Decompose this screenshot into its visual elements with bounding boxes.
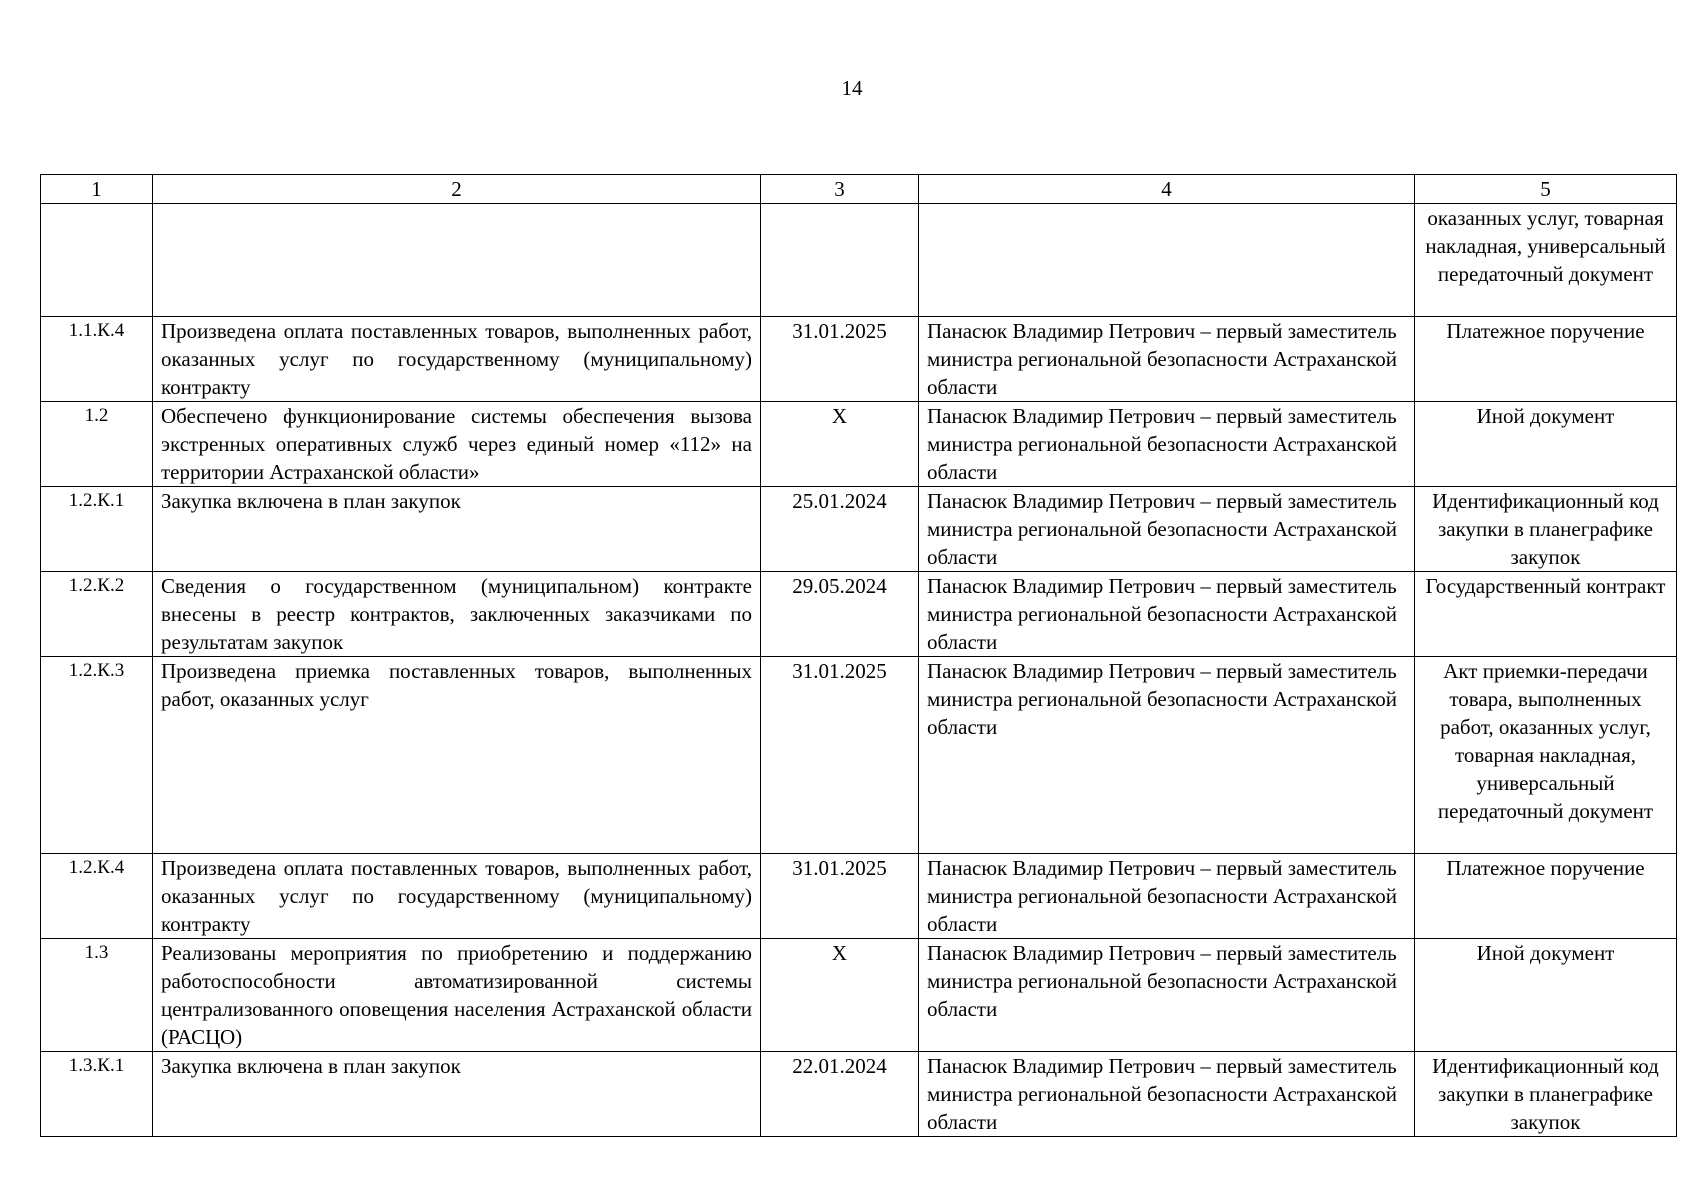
row-responsible: Панасюк Владимир Петрович – первый заместитель министра региональной безопасности Астраханской области xyxy=(919,939,1415,1052)
row-name: Закупка включена в план закупок xyxy=(153,487,761,572)
activities-table xyxy=(40,174,1677,1137)
column-header-document: 5 xyxy=(1415,175,1677,204)
row-document: Платежное поручение xyxy=(1415,854,1677,939)
row-date xyxy=(761,204,919,317)
row-name: Реализованы мероприятия по приобретению и поддержанию работоспособности автоматизированной системы централизованного оповещения населения Астраханской области (РАСЦО) xyxy=(153,939,761,1052)
row-responsible: Панасюк Владимир Петрович – первый заместитель министра региональной безопасности Астраханской области xyxy=(919,657,1415,854)
table-row xyxy=(41,487,1677,572)
row-date: 31.01.2025 xyxy=(761,657,919,854)
row-responsible: Панасюк Владимир Петрович – первый заместитель министра региональной безопасности Астраханской области xyxy=(919,487,1415,572)
row-document: Иной документ xyxy=(1415,402,1677,487)
row-date: 31.01.2025 xyxy=(761,317,919,402)
row-responsible: Панасюк Владимир Петрович – первый заместитель министра региональной безопасности Астраханской области xyxy=(919,402,1415,487)
table-row xyxy=(41,317,1677,402)
row-name: Произведена оплата поставленных товаров, выполненных работ, оказанных услуг по государственному (муниципальному) контракту xyxy=(153,854,761,939)
table-row xyxy=(41,402,1677,487)
row-name xyxy=(153,204,761,317)
row-number: 1.2.К.4 xyxy=(41,854,153,939)
row-name: Произведена оплата поставленных товаров, выполненных работ, оказанных услуг по государственному (муниципальному) контракту xyxy=(153,317,761,402)
column-header-number: 1 xyxy=(41,175,153,204)
row-responsible: Панасюк Владимир Петрович – первый заместитель министра региональной безопасности Астраханской области xyxy=(919,1052,1415,1137)
row-number: 1.1.К.4 xyxy=(41,317,153,402)
column-header-date: 3 xyxy=(761,175,919,204)
row-number: 1.2.К.3 xyxy=(41,657,153,854)
row-number: 1.2.К.2 xyxy=(41,572,153,657)
row-document: Иной документ xyxy=(1415,939,1677,1052)
row-number: 1.2.К.1 xyxy=(41,487,153,572)
row-date: 29.05.2024 xyxy=(761,572,919,657)
row-date: 31.01.2025 xyxy=(761,854,919,939)
row-responsible xyxy=(919,204,1415,317)
row-date: X xyxy=(761,402,919,487)
row-name: Обеспечено функционирование системы обеспечения вызова экстренных оперативных служб через единый номер «112» на территории Астраханской области» xyxy=(153,402,761,487)
table-header-row xyxy=(41,175,1677,204)
row-document: Идентификационный код закупки в планеграфике закупок xyxy=(1415,1052,1677,1137)
table-row xyxy=(41,1052,1677,1137)
row-number: 1.2 xyxy=(41,402,153,487)
row-document: оказанных услуг, товарная накладная, универсальный передаточный документ xyxy=(1415,204,1677,317)
column-header-responsible: 4 xyxy=(919,175,1415,204)
row-name: Закупка включена в план закупок xyxy=(153,1052,761,1137)
row-responsible: Панасюк Владимир Петрович – первый заместитель министра региональной безопасности Астраханской области xyxy=(919,854,1415,939)
page-number: 14 xyxy=(841,76,863,100)
row-name: Произведена приемка поставленных товаров, выполненных работ, оказанных услуг xyxy=(153,657,761,854)
row-number xyxy=(41,204,153,317)
table-row xyxy=(41,657,1677,854)
row-number: 1.3.К.1 xyxy=(41,1052,153,1137)
table-row xyxy=(41,854,1677,939)
row-document: Идентификационный код закупки в планеграфике закупок xyxy=(1415,487,1677,572)
row-responsible: Панасюк Владимир Петрович – первый заместитель министра региональной безопасности Астраханской области xyxy=(919,572,1415,657)
row-number: 1.3 xyxy=(41,939,153,1052)
table-row xyxy=(41,204,1677,317)
column-header-name: 2 xyxy=(153,175,761,204)
row-document: Акт приемки-передачи товара, выполненных работ, оказанных услуг, товарная накладная, универсальный передаточный документ xyxy=(1415,657,1677,854)
row-document: Государственный контракт xyxy=(1415,572,1677,657)
row-responsible: Панасюк Владимир Петрович – первый заместитель министра региональной безопасности Астраханской области xyxy=(919,317,1415,402)
row-name: Сведения о государственном (муниципальном) контракте внесены в реестр контрактов, заключенных заказчиками по результатам закупок xyxy=(153,572,761,657)
row-date: X xyxy=(761,939,919,1052)
table-row xyxy=(41,939,1677,1052)
table-row xyxy=(41,572,1677,657)
row-date: 22.01.2024 xyxy=(761,1052,919,1137)
row-date: 25.01.2024 xyxy=(761,487,919,572)
row-document: Платежное поручение xyxy=(1415,317,1677,402)
